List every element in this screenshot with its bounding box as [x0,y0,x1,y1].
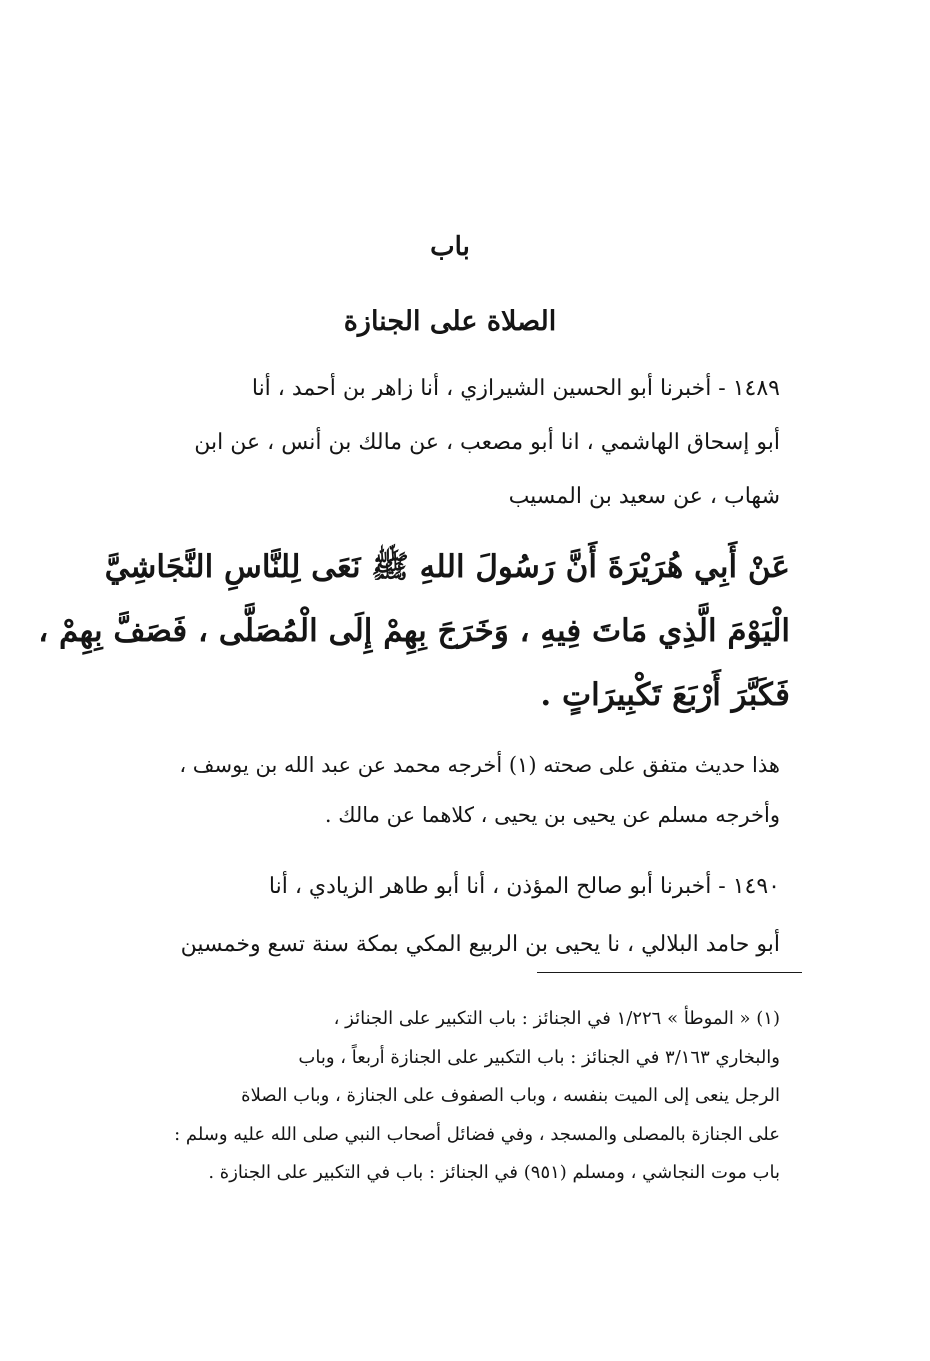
footnote-line: الرجل ينعى إلى الميت بنفسه ، وباب الصفوف على الجنازة ، وباب الصلاة [241,1085,780,1106]
isnad-line: أبو حامد البلالي ، نا يحيى بن الربيع المكي بمكة سنة تسع وخمسين [180,932,780,957]
footnote-separator [537,972,802,973]
hadith-1490-isnad [140,858,780,974]
matn-line: الْيَوْمَ الَّذِي مَاتَ فِيهِ ، وَخَرَجَ بِهِمْ إِلَى الْمُصَلَّى ، فَصَفَّ بِهِمْ ، [38,613,790,649]
matn-line: فَكَبَّرَ أَرْبَعَ تَكْبِيرَاتٍ . [540,677,790,713]
hadith-1489-commentary [140,740,780,840]
footnotes [135,1000,780,1193]
matn-line: عَنْ أَبِي هُرَيْرَةَ أَنَّ رَسُولَ اللهِ ﷺ نَعَى لِلنَّاسِ النَّجَاشِيَّ [104,549,790,585]
commentary-line: وأخرجه مسلم عن يحيى بن يحيى ، كلاهما عن مالك . [324,803,780,827]
isnad-line: ١٤٩٠ - أخبرنا أبو صالح المؤذن ، أنا أبو طاهر الزيادي ، أنا [268,874,780,899]
chapter-title: الصلاة على الجنازة [343,306,557,337]
commentary-line: هذا حديث متفق على صحته (١) أخرجه محمد عن عبد الله بن يوسف ، [179,753,780,777]
footnote-line: (١) « الموطأ » ١/٢٢٦ في الجنائز : باب التكبير على الجنائز ، [333,1008,780,1029]
isnad-line: أبو إسحاق الهاشمي ، انا أبو مصعب ، عن مالك بن أنس ، عن ابن [194,430,780,455]
isnad-line: شهاب ، عن سعيد بن المسيب [508,484,780,509]
chapter-heading: باب [430,232,470,262]
footnote-line: باب موت النجاشي ، ومسلم (٩٥١) في الجنائز : باب في التكبير على الجنازة . [208,1162,780,1183]
hadith-1489-isnad [140,362,780,524]
isnad-line: ١٤٨٩ - أخبرنا أبو الحسين الشيرازي ، أنا زاهر بن أحمد ، أنا [251,376,780,401]
footnote-line: على الجنازة بالمصلى والمسجد ، وفي فضائل أصحاب النبي صلى الله عليه وسلم : [174,1123,780,1145]
hadith-1489-matn [38,535,790,727]
footnote-line: والبخاري ٣/١٦٣ في الجنائز : باب التكبير على الجنازة أربعاً ، وباب [298,1046,780,1068]
